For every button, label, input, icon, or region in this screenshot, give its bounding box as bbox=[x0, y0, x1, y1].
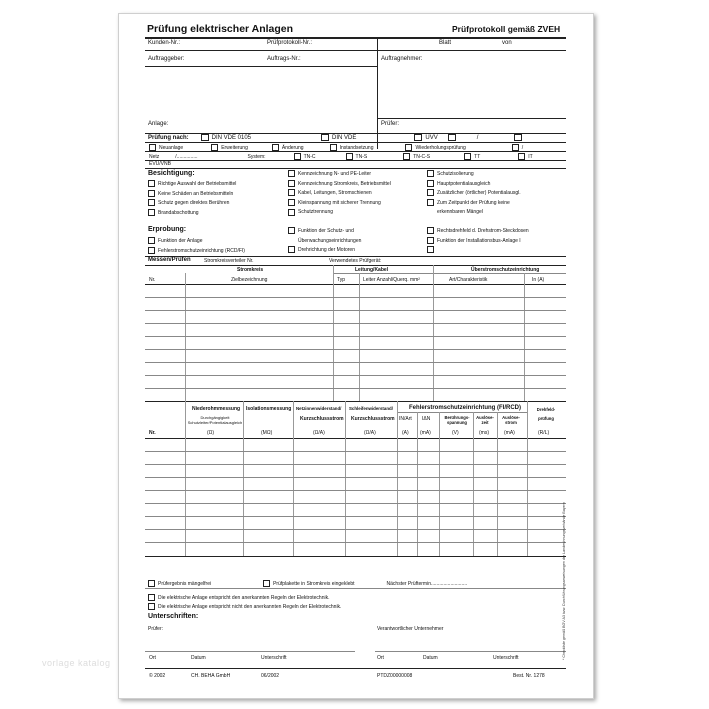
art-header: Art/Charakteristik bbox=[449, 277, 488, 283]
checkbox-aenderung[interactable] bbox=[272, 144, 279, 151]
checkbox-it[interactable] bbox=[518, 153, 525, 160]
unterschriften-heading: Unterschriften: bbox=[148, 613, 199, 620]
dreh-header: Drehfeld-prüfung bbox=[536, 407, 556, 421]
auslstrom-header: Auslöse-strom bbox=[502, 415, 520, 425]
pruefplakette-label: Prüfplakette in Stromkreis eingeklebt bbox=[273, 580, 355, 587]
netz-field: /............... bbox=[175, 153, 198, 160]
pruefart-row bbox=[149, 144, 523, 151]
stromkreis-header: Stromkreis bbox=[237, 267, 264, 273]
netzinnen-unit: (Ω/A) bbox=[313, 430, 325, 436]
check-item: Rechtsdrehfeld d. Drehstrom-Steckdosen bbox=[437, 228, 529, 234]
checkbox-schaeden[interactable] bbox=[148, 190, 155, 197]
check-item-cont: Überwachungseinrichtungen bbox=[298, 237, 362, 244]
entspricht-nicht-label: Die elektrische Anlage entspricht nicht den anerkannten Regeln der Elektrotechnik. bbox=[158, 603, 342, 610]
checkbox-vde[interactable] bbox=[321, 134, 329, 141]
ort-label-2: Ort bbox=[377, 655, 384, 661]
auftragnehmer-label: Auftragnehmer: bbox=[381, 56, 423, 62]
datum-label-2: Datum bbox=[423, 655, 438, 661]
checkbox-instandsetzung[interactable] bbox=[330, 144, 337, 151]
check-item: Zusätzlicher (örtlicher) Potentialausgl. bbox=[437, 190, 521, 197]
maengelfrei-label: Prüfergebnis mängelfrei bbox=[158, 580, 212, 587]
check-item-cont: erkennbaren Mängel bbox=[437, 209, 483, 216]
ueberstrom-header: Überstromschutzeinrichtung bbox=[471, 267, 540, 273]
checkbox-installationsbus[interactable] bbox=[427, 237, 434, 244]
checkbox-drehrichtung[interactable] bbox=[288, 246, 295, 253]
blatt-label: Blatt bbox=[439, 40, 452, 46]
idn-unit: (mA) bbox=[420, 430, 431, 436]
check-item: Kleinspannung mit sicherer Trennung bbox=[298, 199, 381, 206]
entspricht-row bbox=[148, 594, 330, 601]
leitung-header: Leitung/Kabel bbox=[355, 267, 389, 273]
watermark-text: vorlage katalog bbox=[42, 658, 111, 668]
niederohm-header: Niederohmmessung bbox=[192, 406, 241, 412]
type-other: / bbox=[521, 144, 524, 151]
option-slash: / bbox=[476, 134, 479, 141]
result-row bbox=[148, 580, 467, 587]
netzinnen-header: Netzinnenwiderstand/ bbox=[296, 406, 342, 411]
option-vde: DIN VDE bbox=[332, 134, 357, 141]
system-tt: TT bbox=[474, 153, 481, 160]
typ-header: Typ bbox=[337, 277, 346, 283]
page-title: Prüfung elektrischer Anlagen bbox=[147, 23, 294, 35]
besichtigung-heading: Besichtigung: bbox=[148, 170, 195, 177]
check-item: Funktion der Installationsbus-Anlage I bbox=[437, 237, 521, 244]
auslstrom-unit: (mA) bbox=[504, 430, 515, 436]
erprobung-col1 bbox=[148, 237, 245, 256]
besichtigung-col1 bbox=[148, 180, 236, 218]
erprobung-col2 bbox=[288, 227, 361, 256]
check-item: Schutz gegen direktes Berühren bbox=[158, 200, 230, 207]
checkbox-erweiterung[interactable] bbox=[211, 144, 218, 151]
check-item: Richtige Auswahl der Betriebsmittel bbox=[158, 181, 237, 187]
in-art-header: IN/Art bbox=[399, 416, 412, 422]
check-item: Kennzeichnung Stromkreis, Betriebsmittel bbox=[298, 180, 391, 187]
entspricht-label: Die elektrische Anlage entspricht den anerkannten Regeln der Elektrotechnik. bbox=[158, 594, 330, 601]
checkbox-kennz-n-pe[interactable] bbox=[288, 170, 295, 177]
footer-best-nr: Best. Nr. 1278 bbox=[513, 673, 545, 679]
checkbox-entspricht-nicht[interactable] bbox=[148, 603, 155, 610]
type-neuanlage: Neuanlage bbox=[159, 144, 184, 151]
messen-heading: Messen/Prüfen bbox=[148, 257, 191, 263]
pruefer-label: Prüfer: bbox=[381, 121, 400, 127]
checkbox-tnc[interactable] bbox=[294, 153, 301, 160]
isolation-unit: (MΩ) bbox=[261, 430, 273, 436]
checkbox-kennz-stromkreis[interactable] bbox=[288, 180, 295, 187]
schleifen-sub: Kurzschlussstrom bbox=[351, 416, 395, 422]
checkbox-other[interactable] bbox=[448, 134, 456, 141]
checkbox-schutzisolierung[interactable] bbox=[427, 170, 434, 177]
nr2-header: Nr. bbox=[149, 430, 156, 436]
ber-header: Berührungs-spannung bbox=[444, 415, 470, 425]
checkbox-auswahl[interactable] bbox=[148, 180, 155, 187]
check-item: Kennzeichnung N- und PE-Leiter bbox=[298, 171, 372, 177]
side-note: * Checkliste gemäß BGV A3 bzw. Durchführungsanweisungen der Landesinnungsverbände Bayern bbox=[562, 502, 566, 660]
checkbox-maengelfrei[interactable] bbox=[148, 580, 155, 587]
protocol-standard: Prüfprotokoll gemäß ZVEH bbox=[452, 24, 561, 34]
checkbox-tncs[interactable] bbox=[403, 153, 410, 160]
idn-header: IΔN bbox=[422, 416, 431, 422]
check-item: Zum Zeitpunkt der Prüfung keine bbox=[437, 199, 510, 206]
schleifen-header: Schleifenwiderstand/ bbox=[349, 406, 393, 411]
von-label: von bbox=[502, 40, 512, 46]
checkbox-hauptpotential[interactable] bbox=[427, 180, 434, 187]
niederohm-unit: (Ω) bbox=[207, 430, 215, 436]
schleifen-unit: (Ω/A) bbox=[364, 430, 376, 436]
checkbox-uvv[interactable] bbox=[414, 134, 422, 141]
unterschrift-label-1: Unterschrift bbox=[261, 655, 287, 661]
ber-unit: (V) bbox=[452, 430, 459, 436]
checkbox-pruefplakette[interactable] bbox=[263, 580, 270, 587]
kunden-nr-label: Kunden-Nr.: bbox=[148, 40, 181, 46]
system-tncs: TN-C-S bbox=[413, 153, 431, 160]
nr-header: Nr. bbox=[149, 277, 156, 283]
isolation-header: Isolationsmessung bbox=[246, 406, 292, 412]
checkbox-entspricht[interactable] bbox=[148, 594, 155, 601]
checkbox-keine-maengel[interactable] bbox=[427, 199, 434, 206]
checkbox-erprobung-other[interactable] bbox=[427, 246, 434, 253]
check-item: Drehrichtung der Motoren bbox=[298, 247, 355, 254]
anlage-label: Anlage: bbox=[148, 121, 169, 127]
checkbox-tt[interactable] bbox=[464, 153, 471, 160]
checkbox-funktion-anlage[interactable] bbox=[148, 237, 155, 244]
checkbox-zusaetzlich[interactable] bbox=[427, 189, 434, 196]
check-item: Keine Schäden an Betriebsmitteln bbox=[158, 190, 234, 197]
option-uvv: UVV bbox=[425, 134, 438, 141]
naechster-pruefermin: Nächster Prüftermin.......................... bbox=[386, 580, 468, 587]
entspricht-nicht-row bbox=[148, 603, 341, 610]
niederohm-sub: Durchgängigkeit Schutzleiter/Potentialausgleich bbox=[187, 415, 243, 425]
checkbox-brand[interactable] bbox=[148, 209, 155, 216]
pruefung-nach-row bbox=[148, 134, 525, 141]
evu-label: EVU/VNB bbox=[149, 161, 171, 167]
footer-code: PTDZ00000008 bbox=[377, 673, 413, 679]
netz-label: Netz bbox=[149, 153, 160, 160]
type-wiederholung: Wiederholungsprüfung bbox=[415, 144, 466, 151]
checkbox-schutzfunktion[interactable] bbox=[288, 227, 295, 234]
in-header: In (A) bbox=[532, 277, 545, 283]
checkbox-schutz[interactable] bbox=[148, 199, 155, 206]
checkbox-schutztrennung[interactable] bbox=[288, 209, 295, 216]
check-item: Funktion der Schutz- und bbox=[298, 228, 354, 234]
footer-firm: CH. BEHA GmbH bbox=[191, 673, 231, 679]
system-it: IT bbox=[528, 153, 533, 160]
checkbox-tns[interactable] bbox=[346, 153, 353, 160]
checkbox-neuanlage[interactable] bbox=[149, 144, 156, 151]
check-item: Kabel, Leitungen, Stromschienen bbox=[298, 190, 372, 197]
netzinnen-sub: Kurzschlussstrom bbox=[300, 416, 344, 422]
check-item: Fehlerstromschutzeinrichtung (RCD/FI) bbox=[158, 247, 245, 254]
checkbox-fi[interactable] bbox=[148, 247, 155, 254]
auftraggeber-label: Auftraggeber: bbox=[148, 56, 185, 62]
fi-header: Fehlerstromschutzeinrichtung (FI/RCD) bbox=[409, 405, 522, 411]
checkbox-type-other[interactable] bbox=[512, 144, 519, 151]
ausl-unit: (ms) bbox=[479, 430, 489, 436]
leiter-header: Leiter Anzahl/Querq. mm² bbox=[363, 277, 420, 283]
erprobung-heading: Erprobung: bbox=[148, 226, 187, 233]
erprobung-col3 bbox=[427, 227, 529, 256]
type-erweiterung: Erweiterung bbox=[221, 144, 248, 151]
auftrags-nr-label: Auftrags-Nr.: bbox=[267, 56, 301, 62]
datum-label-1: Datum bbox=[191, 655, 206, 661]
ort-label-1: Ort bbox=[149, 655, 156, 661]
checkbox-kabel[interactable] bbox=[288, 189, 295, 196]
zielbezeichnung-header: Zielbezeichnung bbox=[231, 277, 268, 283]
unterschrift-label-2: Unterschrift bbox=[493, 655, 519, 661]
type-instandsetzung: Instandsetzung bbox=[339, 144, 374, 151]
in-art-unit: (A) bbox=[402, 430, 409, 436]
check-item: Hauptpotentialausgleich bbox=[437, 180, 491, 187]
pruefprotokoll-nr-label: Prüfprotokoll-Nr.: bbox=[267, 40, 313, 46]
pruefung-nach-label: Prüfung nach: bbox=[148, 134, 189, 141]
option-vde0105: DIN VDE 0105 bbox=[211, 134, 252, 141]
besichtigung-col2 bbox=[288, 170, 391, 218]
besichtigung-col3 bbox=[427, 170, 521, 218]
protocol-sheet bbox=[118, 13, 594, 699]
pruefgeraet-label: Verwendetes Prüfgerät: bbox=[329, 258, 382, 264]
check-item: Funktion der Anlage bbox=[158, 238, 203, 244]
checkbox-vde0105[interactable] bbox=[201, 134, 209, 141]
checkbox-wiederholung[interactable] bbox=[405, 144, 412, 151]
stromkreisverteiler-label: Stromkreisverteiler Nr. bbox=[204, 258, 254, 264]
system-label: System: bbox=[247, 153, 266, 160]
check-item: Schutztrennung bbox=[298, 209, 334, 216]
check-item: Brandabschottung bbox=[158, 209, 199, 216]
ausl-header: Auslöse-zeit bbox=[476, 415, 494, 425]
signature-unternehmer-label: Verantwortlicher Unternehmer bbox=[377, 626, 444, 632]
type-aenderung: Änderung bbox=[281, 144, 304, 151]
netz-row bbox=[149, 153, 533, 160]
footer-copyright: © 2002 bbox=[149, 673, 166, 679]
signature-pruefer-label: Prüfer: bbox=[148, 626, 164, 632]
checkbox-rechtsdrehfeld[interactable] bbox=[427, 227, 434, 234]
footer-date: 06/2002 bbox=[261, 673, 280, 679]
system-tnc: TN-C bbox=[303, 153, 316, 160]
system-tns: TN-S bbox=[355, 153, 368, 160]
checkbox-other-2[interactable] bbox=[514, 134, 522, 141]
checkbox-kleinspannung[interactable] bbox=[288, 199, 295, 206]
check-item: Schutzisolierung bbox=[437, 171, 474, 177]
dreh-unit: (R/L) bbox=[538, 430, 550, 436]
